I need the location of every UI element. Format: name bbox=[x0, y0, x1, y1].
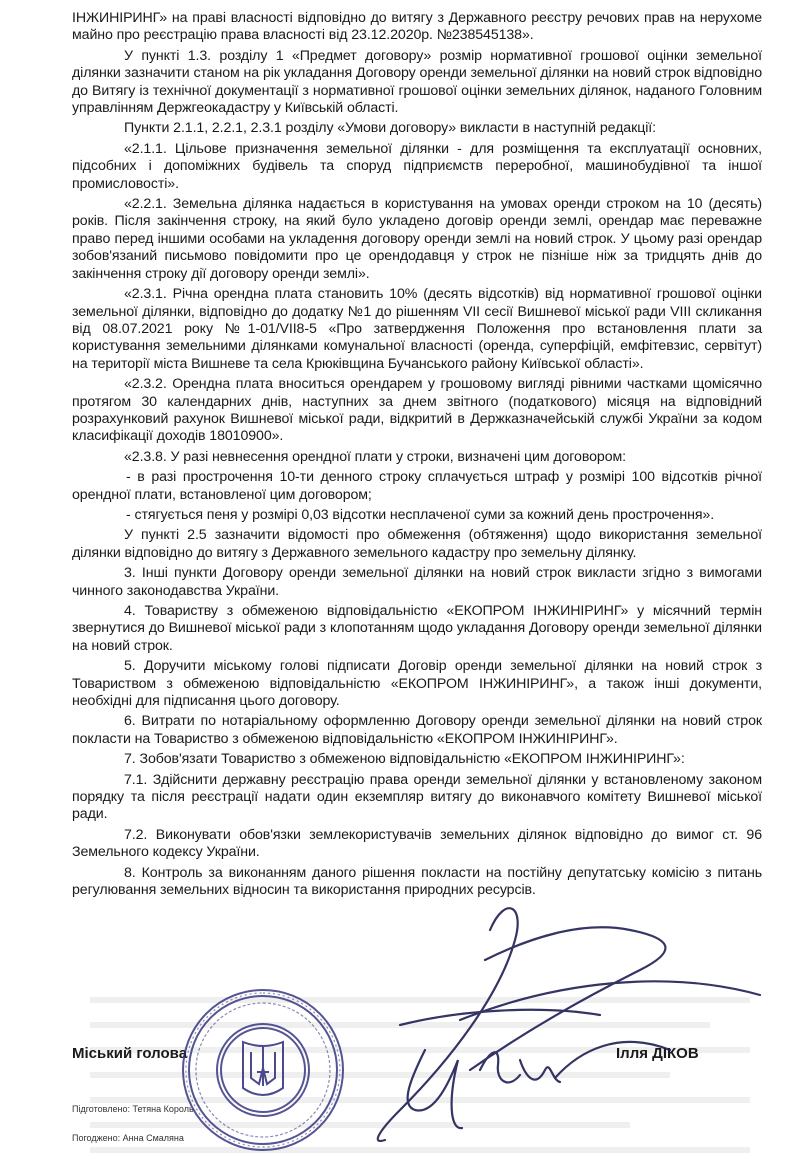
paragraph-fine: - в разі прострочення 10-ти денного строку сплачується штраф у розмірі 100 відсотків річної орендної плати, встановленої цим договором; bbox=[72, 469, 762, 503]
paragraph-2-3-8: «2.3.8. У разі невнесення орендної плати у строки, визначені цим договором: bbox=[124, 448, 626, 465]
paragraph-continuation: ІНЖИНІРИНГ» на праві власності відповідно до витягу з Державного реєстру речових прав на нерухоме майно про реєстрацію права власності від 23.12.2020р. №238545138». bbox=[72, 10, 762, 44]
agreed-by-name: Анна Смаляна bbox=[122, 1133, 184, 1143]
paragraph-item-1-3: У пункті 1.3. розділу 1 «Предмет договору» розмір нормативної грошової оцінки земельної ділянки зазначити станом на рік укладання Договору оренди земельної ділянки на новий строк відповідно до Витягу із технічної документації з нормативної грошової оцінки земельних ділянок, наданого Головним управлінням Держгеокадастру у Київській області. bbox=[72, 47, 762, 117]
signatory-title: Міський голова bbox=[72, 1045, 188, 1062]
handwritten-signature bbox=[340, 900, 780, 1155]
prepared-by bbox=[72, 1104, 194, 1114]
paragraph-2-3-1: «2.3.1. Річна орендна плата становить 10% (десять відсотків) від нормативної грошової оцінки земельної ділянки, відповідно до додатку №1 до рішенням VII сесії Вишневої міської ради VIII скликання від 08.07.2021 року №1-01/VII8-5 «Про затвердження Положення про встановлення плати за користування земельними ділянками комунальної власності (оренда, суперфіцій, емфітевзис, сервітут) на території міста Вишневе та села Крюківщина Бучанського району Київської області». bbox=[72, 286, 762, 372]
prepared-by-name: Тетяна Король bbox=[132, 1104, 194, 1114]
prepared-by-label: Підготовлено: bbox=[72, 1104, 130, 1114]
agreed-by bbox=[72, 1133, 184, 1143]
paragraph-intro-edits: Пункти 2.1.1, 2.2.1, 2.3.1 розділу «Умови договору» викласти в наступній редакції: bbox=[124, 120, 656, 137]
paragraph-3: 3. Інші пункти Договору оренди земельної ділянки на новий строк викласти згідно з вимогами чинного законодавства України. bbox=[72, 565, 762, 599]
paragraph-item-2-5: У пункті 2.5 зазначити відомості про обмеження (обтяження) щодо використання земельної ділянки відповідно до витягу з Державного земельного кадастру про земельну ділянку. bbox=[72, 527, 762, 561]
agreed-by-label: Погоджено: bbox=[72, 1133, 121, 1143]
paragraph-6: 6. Витрати по нотаріальному оформленню Договору оренди земельної ділянки на новий строк покласти на Товариство з обмеженою відповідальністю «ЕКОПРОМ ІНЖИНІРИНГ». bbox=[72, 713, 762, 747]
paragraph-2-2-1: «2.2.1. Земельна ділянка надається в користування на умовах оренди строком на 10 (десять) років. Після закінчення строку, на який було укладено договір оренди землі, орендар має переважне право перед іншими особами на укладення договору оренди землі на новий строк. У цьому разі орендар зобов'язаний письмово повідомити про це орендодавця у строк не пізніше ніж за тридцять днів до закінчення строку дії договору оренди землі». bbox=[72, 196, 762, 282]
paragraph-7: 7. Зобов'язати Товариство з обмеженою відповідальністю «ЕКОПРОМ ІНЖИНІРИНГ»: bbox=[124, 751, 685, 768]
paragraph-penalty: - стягується пеня у розмірі 0,03 відсотки несплаченої суми за кожний день прострочення». bbox=[126, 506, 715, 523]
paragraph-7-1: 7.1. Здійснити державну реєстрацію права оренди земельної ділянки у встановленому законом порядку та після реєстрації надати один екземпляр витягу до виконавчого комітету Вишневої міської ради. bbox=[72, 771, 762, 823]
paragraph-5: 5. Доручити міському голові підписати Договір оренди земельної ділянки на новий строк з Товариством з обмеженою відповідальністю «ЕКОПРОМ ІНЖИНІРИНГ», а також інші документи, необхідні для підписання цього договору. bbox=[72, 658, 762, 710]
official-seal bbox=[178, 985, 348, 1155]
paragraph-8: 8. Контроль за виконанням даного рішення покласти на постійну депутатську комісію з питань регулювання земельних відносин та використання природних ресурсів. bbox=[72, 864, 762, 899]
trident-coat-of-arms-icon bbox=[243, 1042, 283, 1095]
paragraph-2-3-2: «2.3.2. Орендна плата вноситься орендарем у грошовому вигляді рівними частками щомісячно протягом 30 календарних днів, наступних за днем звітного (податкового) місяця на відповідний розрахунковий рахунок Вишневої міської ради, відкритий в Держказначейській службі України за кодом класифікації доходів 18010900». bbox=[72, 376, 762, 445]
paragraph-7-2: 7.2. Виконувати обов'язки землекористувачів земельних ділянок відповідно до вимог ст. 96 Земельного кодексу України. bbox=[72, 826, 762, 861]
paragraph-4: 4. Товариству з обмеженою відповідальністю «ЕКОПРОМ ІНЖИНІРИНГ» у місячний термін звернутися до Вишневої міської ради з клопотанням щодо укладання Договору оренди земельної ділянки на новий строк. bbox=[72, 603, 762, 654]
signatory-name: Ілля ДІКОВ bbox=[616, 1045, 699, 1062]
paragraph-2-1-1: «2.1.1. Цільове призначення земельної ділянки - для розміщення та експлуатації основних, підсобних і допоміжних будівель та споруд підприємств переробної, машинобудівної та іншої промисловості». bbox=[72, 140, 762, 192]
decision-body bbox=[72, 10, 762, 903]
